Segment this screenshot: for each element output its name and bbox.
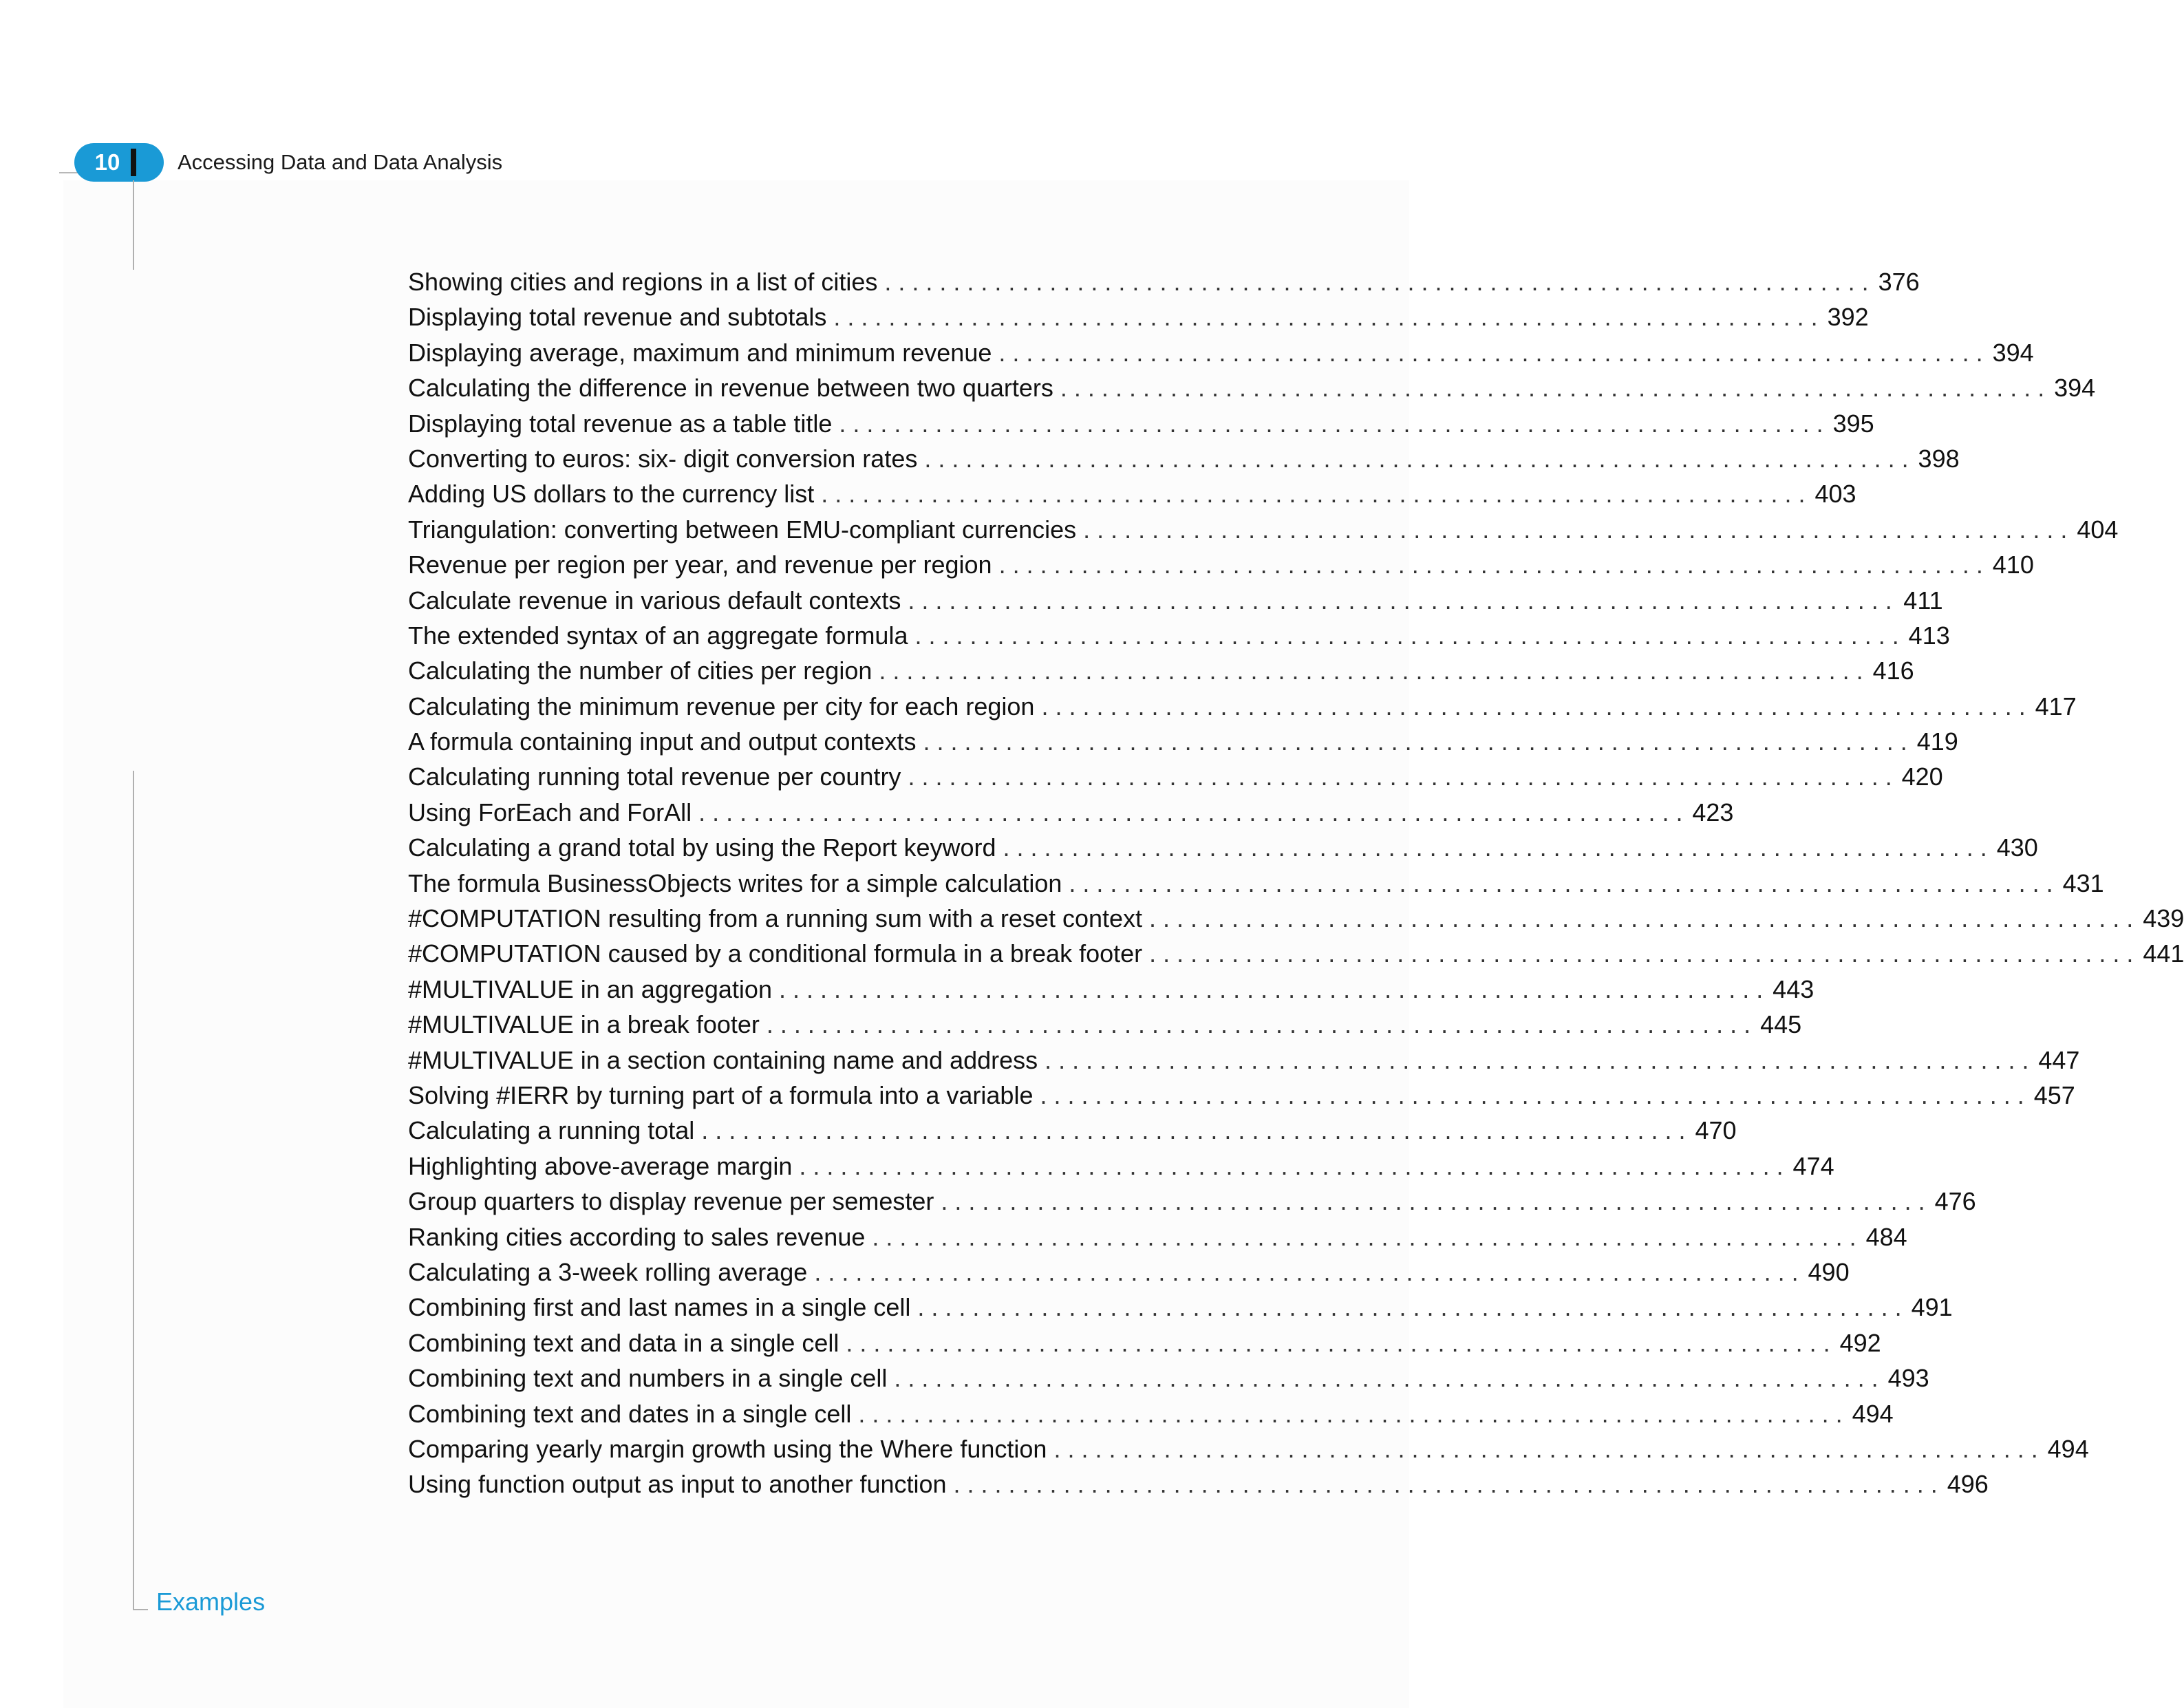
toc-dot-leader: . . . . . . . . . . . . . . . . . . . . . . . . . . . . . . . . . . . . . . . . . . . . . . . . . . . . . . . . . . . . . . . . . . . . . . . .: [1060, 374, 2045, 403]
toc-entry-page: 410: [1992, 551, 2034, 579]
toc-dot-leader: . . . . . . . . . . . . . . . . . . . . . . . . . . . . . . . . . . . . . . . . . . . . . . . . . . . . . . . . . . . . . . . . . . . . . . . .: [998, 551, 1983, 579]
toc-entry-page: 416: [1872, 656, 1914, 685]
toc-entry-title: Comparing yearly margin growth using the Where function: [408, 1434, 1047, 1463]
toc-entry-page: 404: [2077, 515, 2119, 544]
toc-dot-leader: . . . . . . . . . . . . . . . . . . . . . . . . . . . . . . . . . . . . . . . . . . . . . . . . . . . . . . . . . . . . . . . . . . . . . . . .: [833, 303, 1818, 332]
toc-entry-page: 420: [1901, 762, 1943, 791]
toc-entry[interactable]: [408, 618, 1950, 653]
section-label: Examples: [156, 1588, 266, 1616]
toc-dot-leader: . . . . . . . . . . . . . . . . . . . . . . . . . . . . . . . . . . . . . . . . . . . . . . . . . . . . . . . . . . . . . . . . . . . . . . . .: [953, 1470, 1938, 1499]
toc-entry-page: 470: [1695, 1116, 1737, 1145]
toc-entry-title: Solving #IERR by turning part of a formula into a variable: [408, 1080, 1034, 1109]
toc-entry-title: Combining text and dates in a single cell: [408, 1399, 852, 1428]
toc-entry[interactable]: [408, 795, 1734, 830]
toc-entry-page: 403: [1814, 480, 1856, 509]
toc-dot-leader: . . . . . . . . . . . . . . . . . . . . . . . . . . . . . . . . . . . . . . . . . . . . . . . . . . . . . . . . . . . . . . . . . . . . . . . .: [894, 1364, 1878, 1393]
toc-entry-page: 441: [2143, 939, 2184, 968]
toc-entry[interactable]: [408, 759, 1943, 794]
toc-entry-page: 394: [1992, 338, 2034, 367]
toc-entry[interactable]: [408, 1466, 1989, 1502]
toc-entry[interactable]: [408, 335, 2034, 370]
toc-entry-page: 394: [2054, 374, 2096, 403]
toc-entry-page: 492: [1839, 1328, 1881, 1357]
toc-entry-title: Calculating the minimum revenue per city for each region: [408, 692, 1035, 720]
toc-entry-title: Calculating a running total: [408, 1116, 695, 1145]
toc-entry-title: Using function output as input to another function: [408, 1470, 947, 1499]
toc-entry-page: 457: [2033, 1080, 2075, 1109]
toc-entry-page: 493: [1887, 1364, 1929, 1393]
toc-dot-leader: . . . . . . . . . . . . . . . . . . . . . . . . . . . . . . . . . . . . . . . . . . . . . . . . . . . . . . . . . . . . . . . . . . . . . . . .: [879, 656, 1863, 685]
toc-entry-title: Combining first and last names in a single cell: [408, 1293, 911, 1322]
toc-entry[interactable]: [408, 547, 2034, 582]
toc-entry[interactable]: [408, 972, 1814, 1007]
toc-dot-leader: . . . . . . . . . . . . . . . . . . . . . . . . . . . . . . . . . . . . . . . . . . . . . . . . . . . . . . . . . . . . . . . . . . . . . . . .: [1003, 833, 1987, 862]
toc-entry-title: Highlighting above-average margin: [408, 1151, 793, 1180]
toc-entry[interactable]: [408, 406, 1874, 441]
toc-dot-leader: . . . . . . . . . . . . . . . . . . . . . . . . . . . . . . . . . . . . . . . . . . . . . . . . . . . . . . . . . . . . . . . . . . . . . . . .: [914, 621, 1899, 650]
toc-entry-title: Calculating a 3-week rolling average: [408, 1257, 808, 1286]
toc-entry-page: 484: [1865, 1222, 1907, 1251]
toc-dot-leader: . . . . . . . . . . . . . . . . . . . . . . . . . . . . . . . . . . . . . . . . . . . . . . . . . . . . . . . . . . . . . . . . . . . . . . . .: [858, 1399, 1843, 1428]
toc-entry-page: 392: [1827, 303, 1869, 332]
toc-entry-title: Calculating the number of cities per region: [408, 656, 872, 685]
toc-entry-page: 490: [1808, 1257, 1850, 1286]
toc-entry-page: 411: [1903, 586, 1943, 615]
toc-entry[interactable]: [408, 1219, 1907, 1255]
toc-entry-title: Triangulation: converting between EMU-compliant currencies: [408, 515, 1077, 544]
toc-entry-title: Using ForEach and ForAll: [408, 798, 692, 826]
toc-entry[interactable]: [408, 1325, 1881, 1360]
toc-entry[interactable]: [408, 1255, 1850, 1290]
toc-entry[interactable]: [408, 901, 2184, 936]
examples-list: [408, 264, 2184, 1502]
footer-rule: [133, 1609, 148, 1610]
toc-entry-title: Showing cities and regions in a list of cities: [408, 268, 878, 296]
toc-entry-title: Combining text and numbers in a single cell: [408, 1364, 888, 1393]
toc-entry-title: The formula BusinessObjects writes for a simple calculation: [408, 868, 1062, 897]
toc-entry-title: Calculate revenue in various default contexts: [408, 586, 901, 615]
toc-entry[interactable]: [408, 1431, 2089, 1466]
toc-dot-leader: . . . . . . . . . . . . . . . . . . . . . . . . . . . . . . . . . . . . . . . . . . . . . . . . . . . . . . . . . . . . . . . . . . . . . . . .: [1069, 868, 2053, 897]
toc-entry-page: 494: [1852, 1399, 1894, 1428]
page-number-tab: [74, 143, 164, 182]
toc-entry-page: 494: [2047, 1434, 2089, 1463]
toc-entry-page: 413: [1908, 621, 1950, 650]
toc-entry-title: Displaying total revenue as a table title: [408, 409, 833, 438]
toc-entry[interactable]: [408, 1043, 2080, 1078]
toc-entry-page: 431: [2062, 868, 2104, 897]
toc-entry[interactable]: [408, 512, 2119, 547]
tab-divider-bar: [131, 149, 136, 176]
toc-dot-leader: . . . . . . . . . . . . . . . . . . . . . . . . . . . . . . . . . . . . . . . . . . . . . . . . . . . . . . . . . . . . . . . . . . . . . . . .: [884, 268, 1869, 296]
toc-dot-leader: . . . . . . . . . . . . . . . . . . . . . . . . . . . . . . . . . . . . . . . . . . . . . . . . . . . . . . . . . . . . . . . . . . . . . . . .: [1149, 904, 2134, 933]
toc-dot-leader: . . . . . . . . . . . . . . . . . . . . . . . . . . . . . . . . . . . . . . . . . . . . . . . . . . . . . . . . . . . . . . . . . . . . . . . .: [908, 762, 1892, 791]
toc-entry-title: Revenue per region per year, and revenue per region: [408, 551, 992, 579]
toc-dot-leader: . . . . . . . . . . . . . . . . . . . . . . . . . . . . . . . . . . . . . . . . . . . . . . . . . . . . . . . . . . . . . . . . . . . . . . . .: [998, 338, 1983, 367]
toc-entry[interactable]: [408, 653, 1914, 688]
toc-entry[interactable]: [408, 1396, 1894, 1431]
toc-dot-leader: . . . . . . . . . . . . . . . . . . . . . . . . . . . . . . . . . . . . . . . . . . . . . . . . . . . . . . . . . . . . . . . . . . . . . . . .: [778, 974, 1764, 1003]
toc-entry[interactable]: [408, 1290, 1953, 1325]
page-number: 10: [94, 149, 120, 175]
toc-entry[interactable]: [408, 1149, 1834, 1184]
toc-entry-title: Displaying average, maximum and minimum revenue: [408, 338, 992, 367]
toc-entry-title: A formula containing input and output contexts: [408, 727, 917, 756]
toc-entry-page: 417: [2035, 692, 2077, 720]
toc-entry[interactable]: [408, 1007, 1802, 1042]
toc-dot-leader: . . . . . . . . . . . . . . . . . . . . . . . . . . . . . . . . . . . . . . . . . . . . . . . . . . . . . . . . . . . . . . . . . . . . . . . .: [872, 1222, 1856, 1251]
toc-dot-leader: . . . . . . . . . . . . . . . . . . . . . . . . . . . . . . . . . . . . . . . . . . . . . . . . . . . . . . . . . . . . . . . . . . . . . . . .: [698, 798, 1683, 826]
toc-entry[interactable]: [408, 830, 2038, 865]
toc-dot-leader: . . . . . . . . . . . . . . . . . . . . . . . . . . . . . . . . . . . . . . . . . . . . . . . . . . . . . . . . . . . . . . . . . . . . . . . .: [766, 1010, 1751, 1039]
toc-entry[interactable]: [408, 264, 1920, 299]
margin-line-bottom: [133, 771, 134, 1610]
toc-entry-title: #MULTIVALUE in an aggregation: [408, 974, 772, 1003]
toc-dot-leader: . . . . . . . . . . . . . . . . . . . . . . . . . . . . . . . . . . . . . . . . . . . . . . . . . . . . . . . . . . . . . . . . . . . . . . . .: [1040, 1080, 2024, 1109]
toc-entry-title: #MULTIVALUE in a section containing name and address: [408, 1045, 1038, 1074]
margin-line-top: [133, 180, 134, 270]
toc-entry[interactable]: [408, 1113, 1737, 1148]
toc-entry-page: 419: [1916, 727, 1958, 756]
toc-entry-page: 445: [1760, 1010, 1802, 1039]
toc-dot-leader: . . . . . . . . . . . . . . . . . . . . . . . . . . . . . . . . . . . . . . . . . . . . . . . . . . . . . . . . . . . . . . . . . . . . . . . .: [814, 1257, 1799, 1286]
toc-entry-title: #COMPUTATION caused by a conditional formula in a break footer: [408, 939, 1143, 968]
toc-entry-page: 443: [1773, 974, 1814, 1003]
toc-entry-page: 423: [1692, 798, 1734, 826]
toc-entry-title: Adding US dollars to the currency list: [408, 480, 815, 509]
running-title: Accessing Data and Data Analysis: [178, 150, 503, 174]
toc-entry[interactable]: [408, 370, 2096, 405]
toc-entry-title: Converting to euros: six- digit conversion rates: [408, 444, 918, 473]
toc-entry[interactable]: [408, 866, 2104, 901]
toc-dot-leader: . . . . . . . . . . . . . . . . . . . . . . . . . . . . . . . . . . . . . . . . . . . . . . . . . . . . . . . . . . . . . . . . . . . . . . . .: [1083, 515, 2068, 544]
toc-entry-title: Calculating running total revenue per country: [408, 762, 901, 791]
toc-entry[interactable]: [408, 1360, 1929, 1396]
toc-entry[interactable]: [408, 441, 1960, 476]
toc-entry[interactable]: [408, 936, 2184, 971]
toc-entry-title: Combining text and data in a single cell: [408, 1328, 839, 1357]
toc-dot-leader: . . . . . . . . . . . . . . . . . . . . . . . . . . . . . . . . . . . . . . . . . . . . . . . . . . . . . . . . . . . . . . . . . . . . . . . .: [924, 444, 1909, 473]
toc-entry-title: #MULTIVALUE in a break footer: [408, 1010, 760, 1039]
toc-entry[interactable]: [408, 299, 1869, 334]
toc-dot-leader: . . . . . . . . . . . . . . . . . . . . . . . . . . . . . . . . . . . . . . . . . . . . . . . . . . . . . . . . . . . . . . . . . . . . . . . .: [923, 727, 1907, 756]
toc-entry-title: Calculating the difference in revenue between two quarters: [408, 374, 1053, 403]
toc-dot-leader: . . . . . . . . . . . . . . . . . . . . . . . . . . . . . . . . . . . . . . . . . . . . . . . . . . . . . . . . . . . . . . . . . . . . . . . .: [846, 1328, 1830, 1357]
toc-entry-title: Calculating a grand total by using the Report keyword: [408, 833, 996, 862]
toc-dot-leader: . . . . . . . . . . . . . . . . . . . . . . . . . . . . . . . . . . . . . . . . . . . . . . . . . . . . . . . . . . . . . . . . . . . . . . . .: [839, 409, 1823, 438]
toc-dot-leader: . . . . . . . . . . . . . . . . . . . . . . . . . . . . . . . . . . . . . . . . . . . . . . . . . . . . . . . . . . . . . . . . . . . . . . . .: [1041, 692, 2026, 720]
toc-entry-page: 476: [1934, 1187, 1976, 1216]
toc-entry-page: 491: [1911, 1293, 1953, 1322]
toc-dot-leader: . . . . . . . . . . . . . . . . . . . . . . . . . . . . . . . . . . . . . . . . . . . . . . . . . . . . . . . . . . . . . . . . . . . . . . . .: [821, 480, 1806, 509]
toc-entry-title: The extended syntax of an aggregate formula: [408, 621, 908, 650]
toc-dot-leader: . . . . . . . . . . . . . . . . . . . . . . . . . . . . . . . . . . . . . . . . . . . . . . . . . . . . . . . . . . . . . . . . . . . . . . . .: [908, 586, 1892, 615]
toc-entry[interactable]: [408, 1078, 2075, 1113]
toc-entry-page: 439: [2143, 904, 2184, 933]
toc-entry-title: Ranking cities according to sales revenue: [408, 1222, 866, 1251]
toc-entry[interactable]: [408, 583, 1943, 618]
toc-entry-title: #COMPUTATION resulting from a running sum with a reset context: [408, 904, 1143, 933]
toc-entry[interactable]: [408, 1184, 1976, 1219]
toc-dot-leader: . . . . . . . . . . . . . . . . . . . . . . . . . . . . . . . . . . . . . . . . . . . . . . . . . . . . . . . . . . . . . . . . . . . . . . . .: [1149, 939, 2134, 968]
toc-dot-leader: . . . . . . . . . . . . . . . . . . . . . . . . . . . . . . . . . . . . . . . . . . . . . . . . . . . . . . . . . . . . . . . . . . . . . . . .: [1045, 1045, 2029, 1074]
toc-dot-leader: . . . . . . . . . . . . . . . . . . . . . . . . . . . . . . . . . . . . . . . . . . . . . . . . . . . . . . . . . . . . . . . . . . . . . . . .: [917, 1293, 1902, 1322]
toc-entry-title: Displaying total revenue and subtotals: [408, 303, 827, 332]
toc-entry-title: Group quarters to display revenue per semester: [408, 1187, 934, 1216]
toc-entry-page: 430: [1996, 833, 2038, 862]
toc-entry-page: 447: [2038, 1045, 2080, 1074]
toc-entry[interactable]: [408, 476, 1856, 511]
toc-dot-leader: . . . . . . . . . . . . . . . . . . . . . . . . . . . . . . . . . . . . . . . . . . . . . . . . . . . . . . . . . . . . . . . . . . . . . . . .: [1053, 1434, 2038, 1463]
toc-entry-page: 474: [1792, 1151, 1834, 1180]
toc-entry-page: 376: [1878, 268, 1920, 296]
toc-entry[interactable]: [408, 724, 1958, 759]
toc-dot-leader: . . . . . . . . . . . . . . . . . . . . . . . . . . . . . . . . . . . . . . . . . . . . . . . . . . . . . . . . . . . . . . . . . . . . . . . .: [701, 1116, 1686, 1145]
toc-entry-page: 398: [1918, 444, 1960, 473]
toc-dot-leader: . . . . . . . . . . . . . . . . . . . . . . . . . . . . . . . . . . . . . . . . . . . . . . . . . . . . . . . . . . . . . . . . . . . . . . . .: [941, 1187, 1925, 1216]
toc-entry-page: 395: [1832, 409, 1874, 438]
toc-entry-page: 496: [1947, 1470, 1989, 1499]
toc-dot-leader: . . . . . . . . . . . . . . . . . . . . . . . . . . . . . . . . . . . . . . . . . . . . . . . . . . . . . . . . . . . . . . . . . . . . . . . .: [799, 1151, 1784, 1180]
toc-entry[interactable]: [408, 689, 2077, 724]
